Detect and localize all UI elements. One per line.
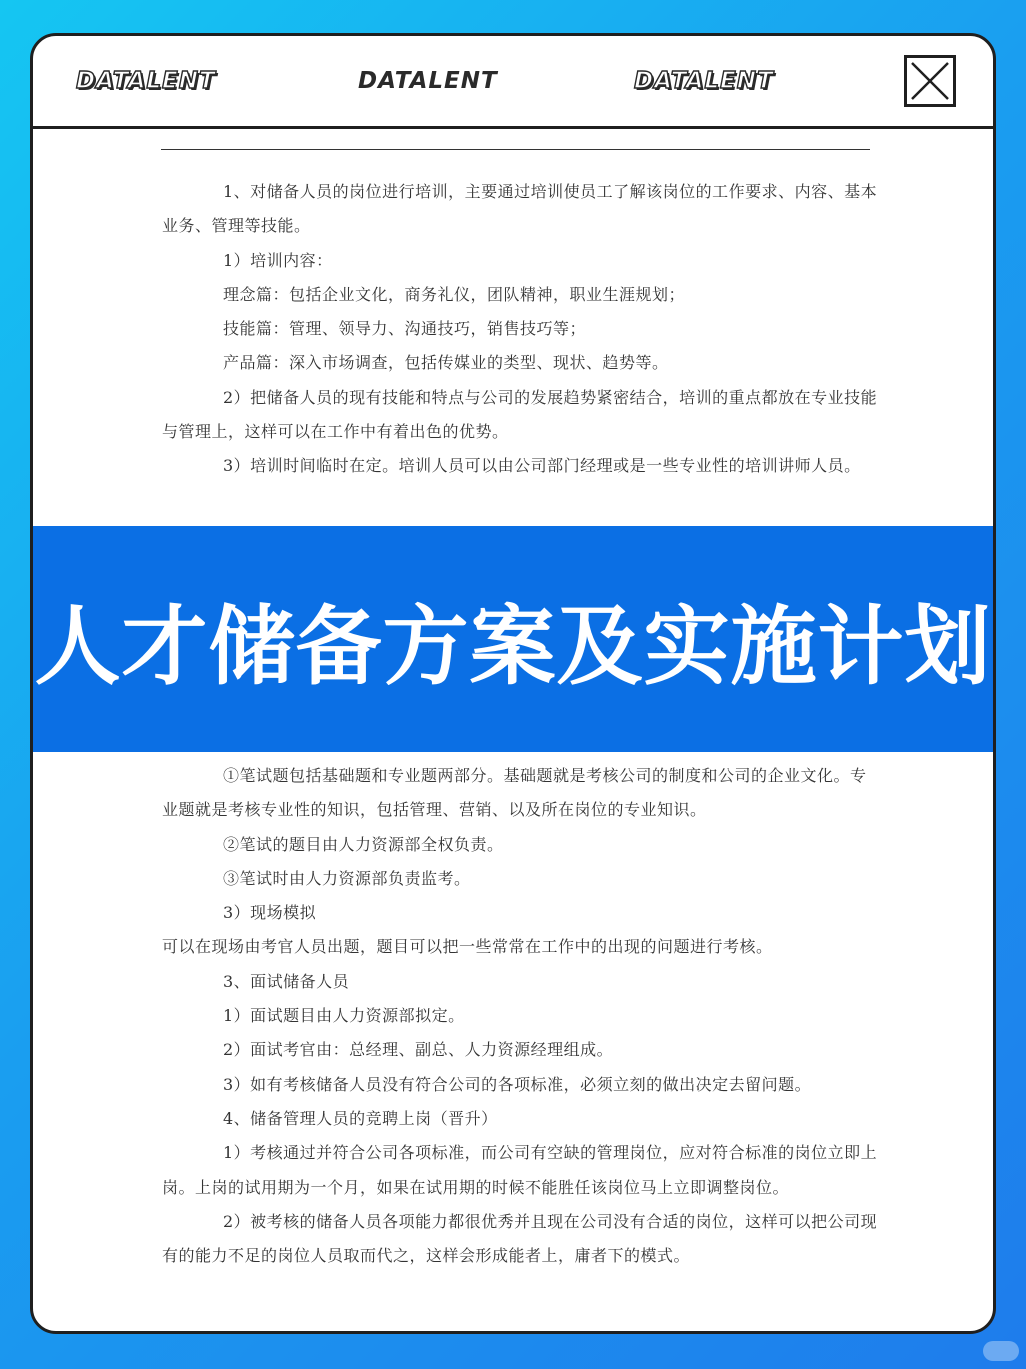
paragraph: 理念篇：包括企业文化，商务礼仪，团队精神，职业生涯规划； — [223, 284, 686, 304]
document-rule — [161, 149, 870, 150]
close-icon — [907, 58, 953, 104]
paragraph: 1、对储备人员的岗位进行培训，主要通过培训使员工了解该岗位的工作要求、内容、基本业务、管理等技能。 — [162, 182, 878, 236]
document-text-top — [162, 175, 882, 484]
brand-logo-left: DATALENT — [76, 68, 216, 94]
document-text-bottom — [162, 759, 882, 1273]
paragraph: 技能篇：管理、领导力、沟通技巧，销售技巧等； — [223, 319, 587, 339]
page-title: 人才储备方案及实施计划 — [34, 597, 992, 697]
paragraph: 2）把储备人员的现有技能和特点与公司的发展趋势紧密结合，培训的重点都放在专业技能与管理上，这样可以在工作中有着出色的优势。 — [162, 387, 878, 442]
brand-logo-right: DATALENT — [634, 68, 774, 94]
paragraph: 2）被考核的储备人员各项能力都很优秀并且现在公司没有合适的岗位，这样可以把公司现有的能力不足的岗位人员取而代之，这样会形成能者上，庸者下的模式。 — [162, 1211, 878, 1266]
paragraph: 3）现场模拟 — [223, 903, 317, 923]
paragraph: 1）考核通过并符合公司各项标准，而公司有空缺的管理岗位，应对符合标准的岗位立即上岗。上岗的试用期为一个月，如果在试用期的时候不能胜任该岗位马上立即调整岗位。 — [162, 1143, 878, 1197]
paragraph: 1）面试题目由人力资源部拟定。 — [223, 1006, 465, 1026]
paragraph: 可以在现场由考官人员出题，题目可以把一些常常在工作中的出现的问题进行考核。 — [162, 937, 773, 957]
paragraph: 4、储备管理人员的竞聘上岗（晋升） — [223, 1108, 498, 1128]
paragraph: ②笔试的题目由人力资源部全权负责。 — [223, 834, 504, 854]
paragraph: 3）如有考核储备人员没有符合公司的各项标准，必须立刻的做出决定去留问题。 — [223, 1074, 812, 1094]
paragraph: 产品篇：深入市场调查，包括传媒业的类型、现状、趋势等。 — [223, 353, 669, 373]
card-header — [33, 36, 993, 129]
paragraph: ①笔试题包括基础题和专业题两部分。基础题就是考核公司的制度和公司的企业文化。专业题就是考核专业性的知识，包括管理、营销、以及所在岗位的专业知识。 — [162, 766, 867, 820]
close-button[interactable] — [904, 55, 956, 107]
paragraph: ③笔试时由人力资源部负责监考。 — [223, 868, 471, 888]
paragraph: 3）培训时间临时在定。培训人员可以由公司部门经理或是一些专业性的培训讲师人员。 — [223, 456, 861, 476]
paragraph: 3、面试储备人员 — [223, 971, 350, 991]
paragraph: 2）面试考官由：总经理、副总、人力资源经理组成。 — [223, 1040, 614, 1060]
document-card — [30, 33, 996, 1334]
title-banner — [33, 526, 993, 752]
paragraph: 1）培训内容： — [223, 250, 333, 270]
corner-watermark — [983, 1341, 1019, 1361]
brand-logo-center: DATALENT — [358, 68, 498, 94]
